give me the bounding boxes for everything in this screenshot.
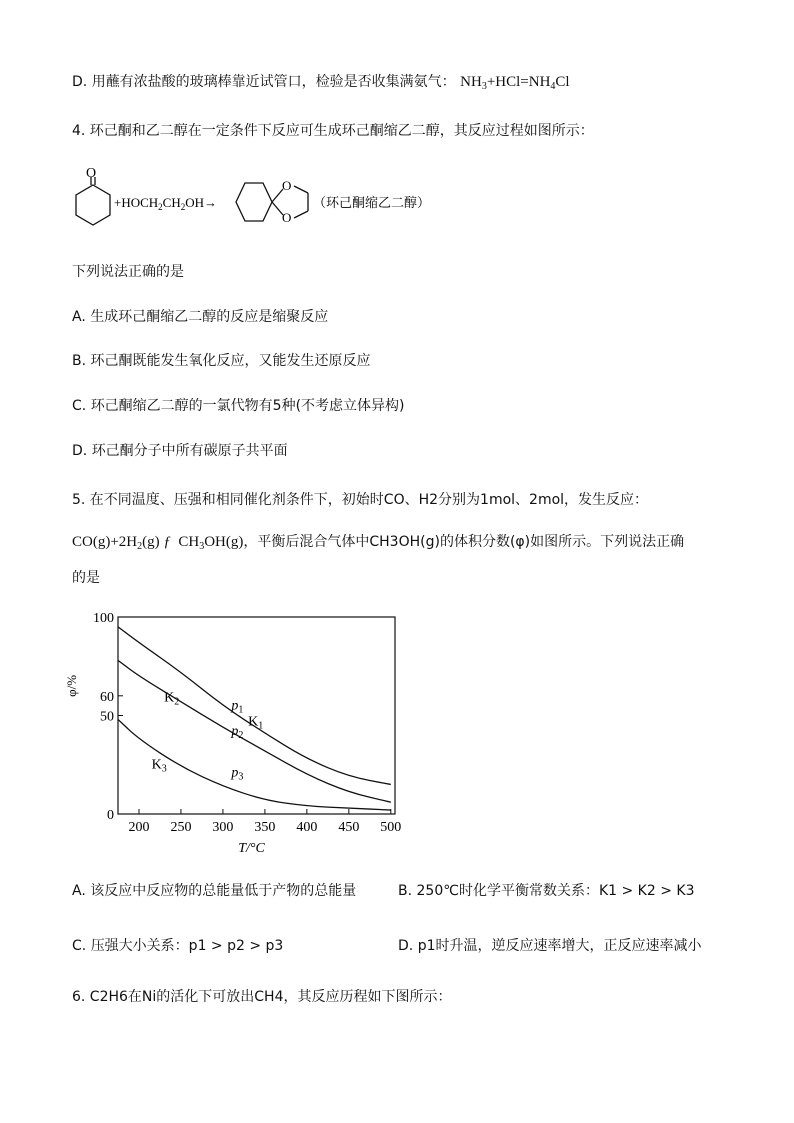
series-line-p2 (118, 660, 391, 802)
q3-option-d (72, 72, 570, 92)
option-text: 250℃时化学平衡常数关系：K1 > K2 > K3 (416, 883, 695, 899)
q4-reaction-scheme (70, 165, 470, 245)
x-tick-label: 250 (170, 820, 192, 835)
q5-option-c (72, 936, 283, 956)
y-tick-label: 50 (100, 709, 114, 725)
q5-option-b (398, 881, 695, 901)
x-axis-label: T/°C (238, 841, 265, 856)
q4-prompt: 下列说法正确的是 (72, 264, 184, 280)
cyclohexanone-ring (76, 185, 110, 225)
x-tick-label: 300 (212, 820, 234, 835)
option-text: 环己酮既能发生氧化反应，又能发生还原反应 (90, 353, 371, 369)
option-text: p1时升温，逆反应速率增大，正反应速率减小 (417, 938, 702, 954)
q3-equation: $NH_3+HCl=NH_4Cl$ (460, 74, 570, 92)
option-letter: D. (398, 938, 414, 954)
dioxolane-bond (294, 211, 308, 218)
x-tick-label: 500 (380, 820, 402, 835)
option-letter: A. (72, 883, 86, 899)
product-cyclohexane-ring (236, 183, 272, 221)
ring-oxygen-top: O (282, 178, 292, 193)
option-text: 用蘸有浓盐酸的玻璃棒靠近试管口，检验是否收集满氨气： (91, 74, 456, 90)
product-label: （环己酮缩乙二醇） (313, 195, 431, 210)
y-tick-label: 60 (100, 689, 114, 705)
annotation-p3: $p_3$ (231, 765, 244, 783)
option-text: 该反应中反应物的总能量低于产物的总能量 (90, 883, 357, 899)
q4-option-d (72, 441, 288, 461)
ring-oxygen-bottom: O (282, 210, 292, 225)
q4-stem: 4. 环己酮和乙二醇在一定条件下反应可生成环己酮缩乙二醇，其反应过程如图所示： (72, 123, 594, 139)
annotation-p2: $p_2$ (231, 724, 244, 742)
option-text: 环己酮分子中所有碳原子共平面 (91, 443, 288, 459)
reagent-text: $+HOCH_2CH_2OH\to$ (114, 195, 218, 212)
x-tick-label: 350 (254, 820, 276, 835)
q5-stem-rest: ，平衡后混合气体中CH3OH(g)的体积分数(φ)如图所示。下列说法正确 (243, 534, 685, 550)
option-letter: C. (72, 398, 87, 414)
option-letter: C. (72, 938, 87, 954)
option-text: 压强大小关系：p1 > p2 > p3 (90, 938, 284, 954)
q5-option-d (398, 936, 701, 956)
option-letter: A. (72, 309, 86, 325)
annotation-K1: $K_1$ (248, 714, 264, 732)
carbonyl-oxygen: O (86, 166, 97, 181)
option-letter: D. (72, 74, 88, 90)
annotation-K3: $K_3$ (151, 757, 167, 775)
q6-stem: 6. C2H6在Ni的活化下可放出CH4，其反应历程如下图所示： (72, 989, 452, 1005)
q4-option-b (72, 351, 371, 371)
dioxolane-bond (294, 186, 308, 193)
x-tick-label: 200 (128, 820, 150, 835)
option-letter: B. (72, 353, 87, 369)
option-letter: B. (398, 883, 413, 899)
q5-option-a (72, 881, 356, 901)
q5-stem-line1: 5. 在不同温度、压强和相同催化剂条件下，初始时CO、H2分别为1mol、2mol，发生反应： (72, 492, 649, 508)
q4-option-a (72, 307, 328, 327)
x-tick-label: 400 (296, 820, 318, 835)
x-tick-label: 450 (338, 820, 360, 835)
option-letter: D. (72, 443, 88, 459)
annotation-K2: $K_2$ (164, 690, 180, 708)
y-tick-label: 100 (93, 611, 114, 626)
q5-stem-line2 (72, 532, 684, 552)
q5-equation: $CO(g)+2H_2(g)$ ƒ $CH_3OH(g)$ (72, 534, 244, 552)
q5-stem-line3: 的是 (72, 570, 100, 586)
q4-option-c (72, 396, 405, 416)
y-tick-label: 0 (107, 808, 114, 823)
annotation-p1: $p_1$ (231, 698, 244, 716)
option-text: 环己酮缩乙二醇的一氯代物有5种(不考虑立体异构) (90, 398, 405, 414)
option-text: 生成环己酮缩乙二醇的反应是缩聚反应 (90, 309, 329, 325)
phi-temperature-chart (60, 605, 420, 865)
y-axis-label: φ/% (64, 674, 79, 697)
